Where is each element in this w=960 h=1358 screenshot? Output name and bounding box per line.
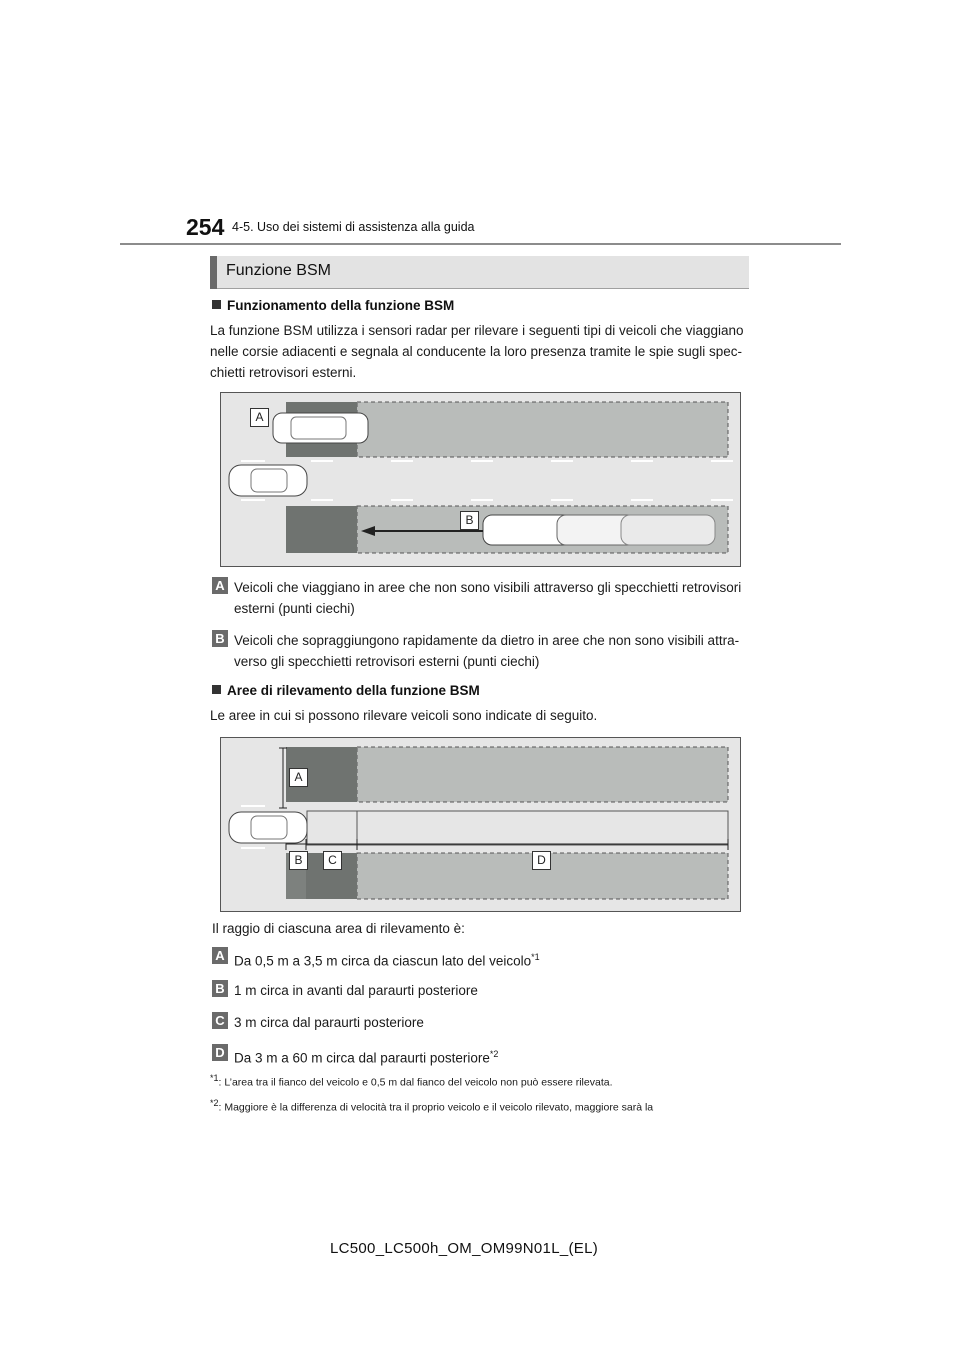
operation-paragraph (210, 320, 770, 383)
badge-c: C (212, 1012, 228, 1029)
item-line: esterni (punti ciechi) (234, 601, 355, 616)
square-bullet-icon (212, 685, 221, 694)
range-text: 1 m circa in avanti dal paraurti posteriore (234, 983, 478, 998)
footnote-text: : Maggiore è la differenza di velocità tra il proprio veicolo e il veicolo rilevato, maggiore sarà la (218, 1101, 654, 1114)
footnote-ref: *2 (489, 1049, 499, 1059)
document-code: LC500_LC500h_OM_OM99N01L_(EL) (330, 1240, 599, 1257)
range-item-b (212, 980, 752, 1002)
operation-item-b (212, 630, 752, 674)
paragraph-line: nelle corsie adiacenti e segnala al conducente la loro presenza tramite le spie sugli spec- (210, 344, 743, 359)
range-item-b-text (234, 980, 478, 1001)
areas-heading-text: Aree di rilevamento della funzione BSM (227, 683, 480, 698)
paragraph-line: chietti retrovisori esterni. (210, 365, 357, 380)
footnote-ref: *1 (531, 952, 540, 962)
section-title: Funzione BSM (226, 262, 331, 279)
range-item-a-text (234, 947, 540, 972)
item-line: verso gli specchietti retrovisori esterni (punti ciechi) (234, 654, 540, 669)
footnote-text: : L’area tra il fianco del veicolo e 0,5 m dal fianco del veicolo non può essere rilevata. (218, 1076, 613, 1089)
range-item-d (212, 1044, 752, 1066)
diagram-label-b: B (460, 511, 479, 530)
range-text: Da 3 m a 60 m circa dal paraurti posteriore (234, 1050, 490, 1066)
range-intro: Il raggio di ciascuna area di rilevamento è: (212, 921, 465, 936)
operation-item-b-text (234, 630, 739, 672)
badge-b: B (212, 980, 228, 997)
range-item-c (212, 1012, 752, 1034)
badge-d: D (212, 1044, 228, 1061)
header-divider (120, 243, 841, 245)
operation-diagram-svg (221, 393, 740, 566)
bsm-operation-diagram (220, 392, 741, 567)
diagram-label-a: A (250, 408, 269, 427)
diagram-label-d: D (532, 851, 551, 870)
range-item-d-text (234, 1044, 498, 1069)
range-text: Da 0,5 m a 3,5 m circa da ciascun lato del veicolo (234, 953, 532, 969)
diagram-label-a: A (289, 768, 308, 787)
badge-a: A (212, 577, 228, 594)
section-title-accent (210, 256, 217, 289)
operation-heading (212, 298, 454, 313)
operation-item-a (212, 577, 752, 621)
operation-item-a-text (234, 577, 741, 619)
footnote-mark: *2 (210, 1098, 219, 1108)
operation-heading-text: Funzionamento della funzione BSM (227, 298, 455, 313)
footnote-mark: *1 (210, 1073, 219, 1083)
diagram-label-b: B (289, 851, 308, 870)
footnote-2 (210, 1098, 653, 1114)
section-path: 4-5. Uso dei sistemi di assistenza alla guida (232, 220, 475, 234)
square-bullet-icon (212, 300, 221, 309)
areas-heading (212, 683, 480, 698)
footnote-1 (210, 1073, 613, 1089)
paragraph-line: La funzione BSM utilizza i sensori radar per rilevare i seguenti tipi di veicoli che viaggiano (210, 323, 744, 338)
areas-paragraph: Le aree in cui si possono rilevare veicoli sono indicate di seguito. (210, 708, 598, 723)
range-item-c-text (234, 1012, 424, 1033)
item-line: Veicoli che viaggiano in aree che non sono visibili attraverso gli specchietti retrovisori (234, 580, 742, 595)
bsm-areas-diagram (220, 737, 741, 912)
badge-a: A (212, 947, 228, 964)
range-item-a (212, 947, 752, 969)
range-text: 3 m circa dal paraurti posteriore (234, 1015, 424, 1030)
item-line: Veicoli che sopraggiungono rapidamente da dietro in aree che non sono visibili attra- (234, 633, 740, 648)
areas-diagram-svg (221, 738, 740, 911)
badge-b: B (212, 630, 228, 647)
page-number: 254 (186, 214, 225, 240)
diagram-label-c: C (323, 851, 342, 870)
